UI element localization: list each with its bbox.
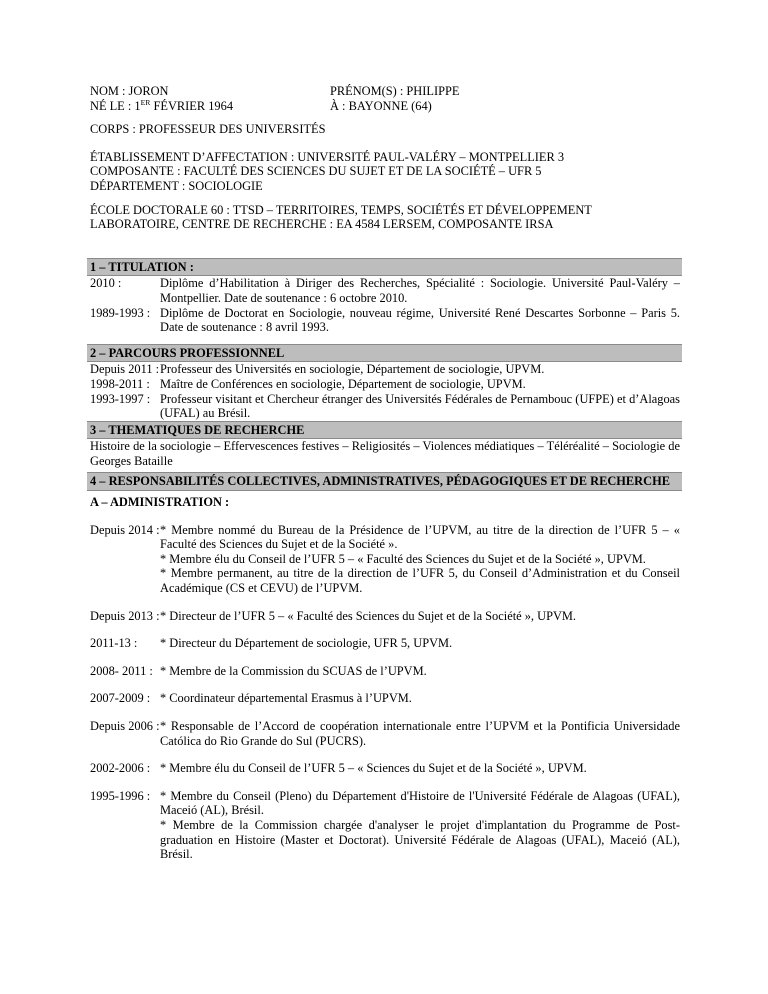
field-ecole-doctorale: ÉCOLE DOCTORALE 60 : TTSD – TERRITOIRES, TEMPS, SOCIÉTÉS ET DÉVELOPPEMENT	[90, 202, 592, 217]
entry-description	[160, 789, 680, 862]
responsabilite-entry	[90, 691, 680, 706]
field-departement: DÉPARTEMENT : SOCIOLOGIE	[90, 178, 263, 193]
ecole-doctorale-block	[90, 203, 680, 232]
section-thematiques-header: 3 – THEMATIQUES DE RECHERCHE	[87, 421, 682, 440]
affectation-block	[90, 150, 680, 194]
entry-description	[160, 664, 680, 679]
entry-description	[160, 691, 680, 706]
entry-text: Professeur visitant et Chercheur étranger des Universités Fédérales de Pernambouc (UFPE) et d’Alagoas (UFAL) au Brésil.	[160, 391, 680, 421]
entry-description	[160, 609, 680, 624]
entry-text: Maître de Conférences en sociologie, Département de sociologie, UPVM.	[160, 376, 526, 391]
entry-item: * Coordinateur départemental Erasmus à l’UPVM.	[160, 691, 412, 706]
cv-content	[90, 84, 680, 862]
entry-date: Depuis 2013 :	[90, 608, 160, 623]
entry-item: * Membre permanent, au titre de la direction de l’UFR 5, du Conseil d’Administration et du Conseil Académique (CS et CEVU) de l’UPVM.	[160, 566, 680, 596]
entry-item: * Membre de la Commission chargée d'analyser le projet d'implantation du Programme de Post-graduation en Histoire (Master et Doctorat). Université Fédérale de Alagoas (UFAL), Maceió (AL), Brésil.	[160, 817, 680, 862]
naissance-prefix: NÉ LE : 1	[90, 98, 141, 113]
entry-description	[160, 761, 680, 776]
section-responsabilites-body	[90, 523, 680, 862]
entry-date: 2007-2009 :	[90, 691, 151, 706]
field-corps: CORPS : PROFESSEUR DES UNIVERSITÉS	[90, 122, 326, 137]
entry-item: * Membre de la Commission du SCUAS de l’UPVM.	[160, 663, 427, 678]
entry-date: 1993-1997 :	[90, 391, 151, 406]
entry-description	[160, 362, 680, 377]
naissance-ordinal: ER	[140, 97, 151, 107]
subsection-administration-title: A – ADMINISTRATION :	[90, 495, 230, 510]
entry-item: * Directeur du Département de sociologie, UFR 5, UPVM.	[160, 636, 453, 651]
entry-description	[160, 392, 680, 421]
entry-date: 1995-1996 :	[90, 788, 151, 803]
field-prenom: PRÉNOM(S) : PHILIPPE	[330, 84, 460, 98]
section-thematiques-body: Histoire de la sociologie – Effervescences festives – Religiosités – Violences médiatiques – Téléréalité – Sociologie de Georges Bataille	[90, 439, 680, 468]
identity-block	[90, 84, 680, 113]
entry-date: 2002-2006 :	[90, 761, 151, 776]
entry-date: 1998-2011 :	[90, 376, 150, 391]
entry-description	[160, 719, 680, 748]
titulation-entry	[90, 306, 680, 335]
parcours-entry	[90, 377, 680, 392]
responsabilite-entry	[90, 719, 680, 748]
entry-date: Depuis 2014 :	[90, 522, 160, 537]
entry-item: * Membre du Conseil (Pleno) du Département d'Histoire de l'Université Fédérale de Alagoas (UFAL), Maceió (AL), Brésil.	[160, 788, 680, 818]
entry-description	[160, 306, 680, 335]
section-responsabilites-header: 4 – RESPONSABILITÉS COLLECTIVES, ADMINISTRATIVES, PÉDAGOGIQUES ET DE RECHERCHE	[87, 472, 682, 491]
section-titulation-header: 1 – TITULATION :	[87, 258, 682, 277]
entry-date: 1989-1993 :	[90, 305, 151, 320]
field-etablissement: ÉTABLISSEMENT D’AFFECTATION : UNIVERSITÉ PAUL-VALÉRY – MONTPELLIER 3	[90, 149, 565, 164]
section-titulation-body	[90, 276, 680, 334]
entry-description	[160, 276, 680, 305]
entry-item: * Membre élu du Conseil de l’UFR 5 – « Sciences du Sujet et de la Société », UPVM.	[160, 761, 587, 776]
entry-date: 2010 :	[90, 276, 122, 291]
responsabilite-entry	[90, 609, 680, 624]
field-laboratoire: LABORATOIRE, CENTRE DE RECHERCHE : EA 4584 LERSEM, COMPOSANTE IRSA	[90, 217, 554, 232]
responsabilite-entry	[90, 761, 680, 776]
entry-text: Diplôme d’Habilitation à Diriger des Recherches, Spécialité : Sociologie. Université Paul-Valéry – Montpellier. Date de soutenance : 6 octobre 2010.	[160, 276, 680, 305]
entry-description	[160, 523, 680, 596]
entry-description	[160, 377, 680, 392]
entry-date: 2011-13 :	[90, 636, 138, 651]
entry-item: * Directeur de l’UFR 5 – « Faculté des Sciences du Sujet et de la Société », UPVM.	[160, 608, 577, 623]
parcours-entry	[90, 392, 680, 421]
field-lieu-naissance: À : BAYONNE (64)	[330, 98, 432, 113]
entry-item: * Responsable de l’Accord de coopération internationale entre l’UPVM et la Pontificia Universidade Católica do Rio Grande do Sul (PUCRS).	[160, 719, 680, 748]
field-nom: NOM : JORON	[90, 84, 169, 98]
responsabilite-entry	[90, 789, 680, 862]
section-parcours-header: 2 – PARCOURS PROFESSIONNEL	[87, 344, 682, 363]
entry-item: * Membre élu du Conseil de l’UFR 5 – « Faculté des Sciences du Sujet et de la Société », UPVM.	[160, 551, 646, 566]
section-parcours-body	[90, 362, 680, 420]
responsabilite-entry	[90, 523, 680, 596]
field-composante: COMPOSANTE : FACULTÉ DES SCIENCES DU SUJET ET DE LA SOCIÉTÉ – UFR 5	[90, 164, 542, 179]
responsabilite-entry	[90, 636, 680, 651]
entry-item: * Membre nommé du Bureau de la Présidence de l’UPVM, au titre de la direction de l’UFR 5 – « Faculté des Sciences du Sujet et de la Société ».	[160, 522, 680, 552]
responsabilite-entry	[90, 664, 680, 679]
parcours-entry	[90, 362, 680, 377]
entry-date: 2008- 2011 :	[90, 663, 153, 678]
titulation-entry	[90, 276, 680, 305]
field-naissance	[90, 99, 330, 114]
entry-date: Depuis 2011 :	[90, 362, 160, 377]
naissance-suffix: FÉVRIER 1964	[150, 98, 234, 113]
entry-date: Depuis 2006 :	[90, 719, 160, 733]
entry-text: Diplôme de Doctorat en Sociologie, nouveau régime, Université René Descartes Sorbonne – Paris 5. Date de soutenance : 8 avril 1993.	[160, 305, 680, 335]
entry-description	[160, 636, 680, 651]
entry-text: Professeur des Universités en sociologie, Département de sociologie, UPVM.	[160, 362, 545, 377]
